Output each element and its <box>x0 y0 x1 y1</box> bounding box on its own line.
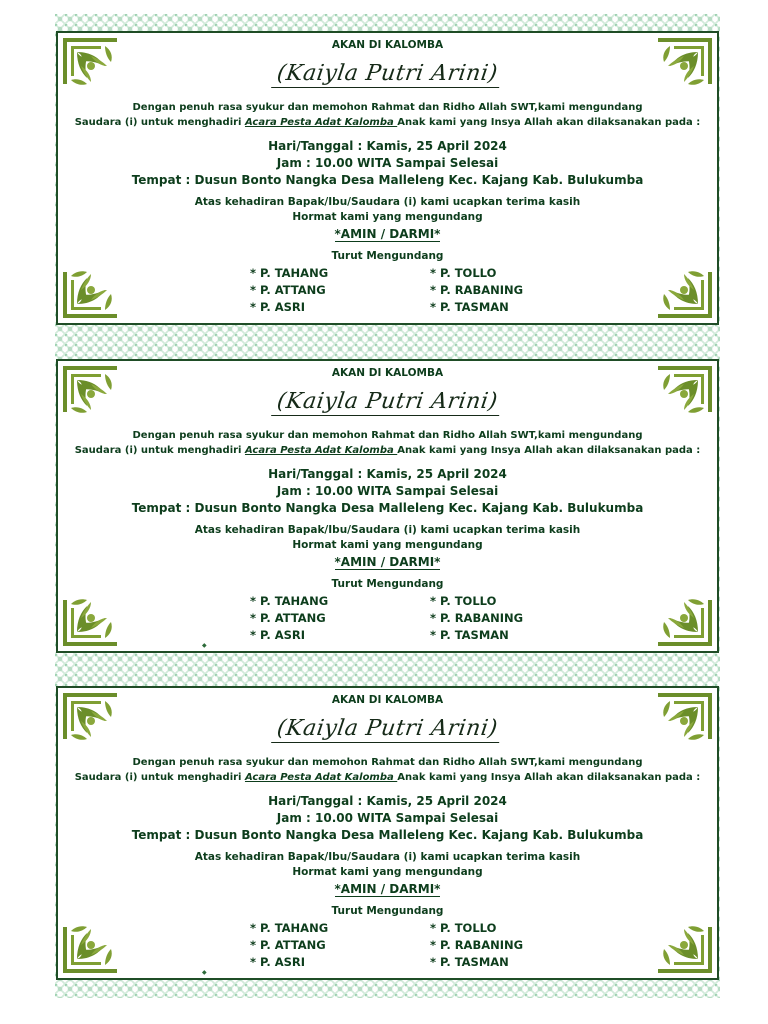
card-heading: AKAN DI KALOMBA <box>331 39 444 51</box>
date-line: Hari/Tanggal : Kamis, 25 April 2024 <box>268 139 507 153</box>
intro-line-2 <box>58 117 717 128</box>
turut-mengundang-label: Turut Mengundang <box>331 905 444 917</box>
intro-line-2-after: Anak kami yang Insya Allah akan dilaksanakan pada : <box>397 445 701 456</box>
child-name: (Kaiyla Putri Arini) <box>271 389 503 416</box>
event-name: Acara Pesta Adat Kalomba <box>244 772 398 783</box>
turut-name: * P. TASMAN <box>430 954 509 969</box>
turut-name: * P. TAHANG <box>250 266 329 280</box>
place-line: Tempat : Dusun Bonto Nangka Desa Malleleng Kec. Kajang Kab. Bulukumba <box>131 173 644 187</box>
intro-line-1: Dengan penuh rasa syukur dan memohon Rahmat dan Ridho Allah SWT,kami mengundang <box>132 757 643 768</box>
thanks-line: Atas kehadiran Bapak/Ibu/Saudara (i) kami ucapkan terima kasih <box>194 524 581 536</box>
turut-name: * P. TAHANG <box>250 594 329 608</box>
turut-name: * P. RABANING <box>430 282 524 297</box>
turut-name: * P. ASRI <box>250 299 306 314</box>
floral-corner-ornament-icon <box>656 270 714 320</box>
intro-line-1: Dengan penuh rasa syukur dan memohon Rahmat dan Ridho Allah SWT,kami mengundang <box>132 430 643 441</box>
turut-name: * P. ATTANG <box>250 937 326 952</box>
turut-mengundang-label: Turut Mengundang <box>331 578 444 590</box>
intro-line-2-after: Anak kami yang Insya Allah akan dilaksanakan pada : <box>397 772 701 783</box>
turut-name: * P. TASMAN <box>430 299 509 314</box>
regards-line: Hormat kami yang mengundang <box>292 866 483 878</box>
floral-corner-ornament-icon <box>61 270 119 320</box>
turut-name: * P. TAHANG <box>250 921 329 935</box>
turut-name: * P. TOLLO <box>430 921 497 935</box>
turut-left-column <box>250 920 328 970</box>
turut-name: * P. TASMAN <box>430 627 509 642</box>
child-name: (Kaiyla Putri Arini) <box>271 61 503 88</box>
date-line: Hari/Tanggal : Kamis, 25 April 2024 <box>268 467 507 481</box>
turut-name: * P. TOLLO <box>430 594 497 608</box>
floral-corner-ornament-icon <box>61 598 119 648</box>
date-line: Hari/Tanggal : Kamis, 25 April 2024 <box>268 794 507 808</box>
turut-name: * P. ATTANG <box>250 282 326 297</box>
turut-name: * P. TOLLO <box>430 266 497 280</box>
intro-line-2 <box>58 445 717 456</box>
intro-line-2-before: Saudara (i) untuk menghadiri <box>74 117 245 128</box>
child-name-wrap <box>58 61 717 93</box>
hosts-names: *AMIN / DARMI* <box>334 227 441 241</box>
turut-right-column <box>430 920 523 970</box>
card-heading: AKAN DI KALOMBA <box>331 367 444 379</box>
turut-name: * P. ASRI <box>250 627 306 642</box>
turut-right-column <box>430 265 523 315</box>
turut-name: * P. ATTANG <box>250 610 326 625</box>
thanks-line: Atas kehadiran Bapak/Ibu/Saudara (i) kami ucapkan terima kasih <box>194 851 581 863</box>
time-line: Jam : 10.00 WITA Sampai Selesai <box>276 811 499 825</box>
hosts-names: *AMIN / DARMI* <box>334 882 441 896</box>
event-name: Acara Pesta Adat Kalomba <box>244 445 398 456</box>
intro-line-2-before: Saudara (i) untuk menghadiri <box>74 445 245 456</box>
turut-name: * P. RABANING <box>430 610 524 625</box>
intro-line-2-before: Saudara (i) untuk menghadiri <box>74 772 245 783</box>
decorative-dot: ◆ <box>202 969 207 976</box>
turut-name: * P. ASRI <box>250 954 306 969</box>
turut-left-column <box>250 593 328 643</box>
turut-left-column <box>250 265 328 315</box>
place-line: Tempat : Dusun Bonto Nangka Desa Malleleng Kec. Kajang Kab. Bulukumba <box>131 501 644 515</box>
floral-corner-ornament-icon <box>656 598 714 648</box>
invitation-card-2 <box>56 359 719 653</box>
card-heading: AKAN DI KALOMBA <box>331 694 444 706</box>
hosts-line <box>58 555 717 569</box>
turut-name: * P. RABANING <box>430 937 524 952</box>
floral-corner-ornament-icon <box>656 925 714 975</box>
floral-corner-ornament-icon <box>61 925 119 975</box>
place-line: Tempat : Dusun Bonto Nangka Desa Malleleng Kec. Kajang Kab. Bulukumba <box>131 828 644 842</box>
invitation-card-1 <box>56 31 719 325</box>
turut-mengundang-label: Turut Mengundang <box>331 250 444 262</box>
regards-line: Hormat kami yang mengundang <box>292 211 483 223</box>
child-name-wrap <box>58 716 717 748</box>
regards-line: Hormat kami yang mengundang <box>292 539 483 551</box>
invitation-card-3 <box>56 686 719 980</box>
intro-line-2 <box>58 772 717 783</box>
hosts-line <box>58 882 717 896</box>
decorative-dot: ◆ <box>202 642 207 649</box>
thanks-line: Atas kehadiran Bapak/Ibu/Saudara (i) kami ucapkan terima kasih <box>194 196 581 208</box>
intro-line-1: Dengan penuh rasa syukur dan memohon Rahmat dan Ridho Allah SWT,kami mengundang <box>132 102 643 113</box>
hosts-names: *AMIN / DARMI* <box>334 555 441 569</box>
turut-right-column <box>430 593 523 643</box>
time-line: Jam : 10.00 WITA Sampai Selesai <box>276 484 499 498</box>
intro-line-2-after: Anak kami yang Insya Allah akan dilaksanakan pada : <box>397 117 701 128</box>
hosts-line <box>58 227 717 241</box>
event-name: Acara Pesta Adat Kalomba <box>244 117 398 128</box>
child-name-wrap <box>58 389 717 421</box>
time-line: Jam : 10.00 WITA Sampai Selesai <box>276 156 499 170</box>
child-name: (Kaiyla Putri Arini) <box>271 716 503 743</box>
